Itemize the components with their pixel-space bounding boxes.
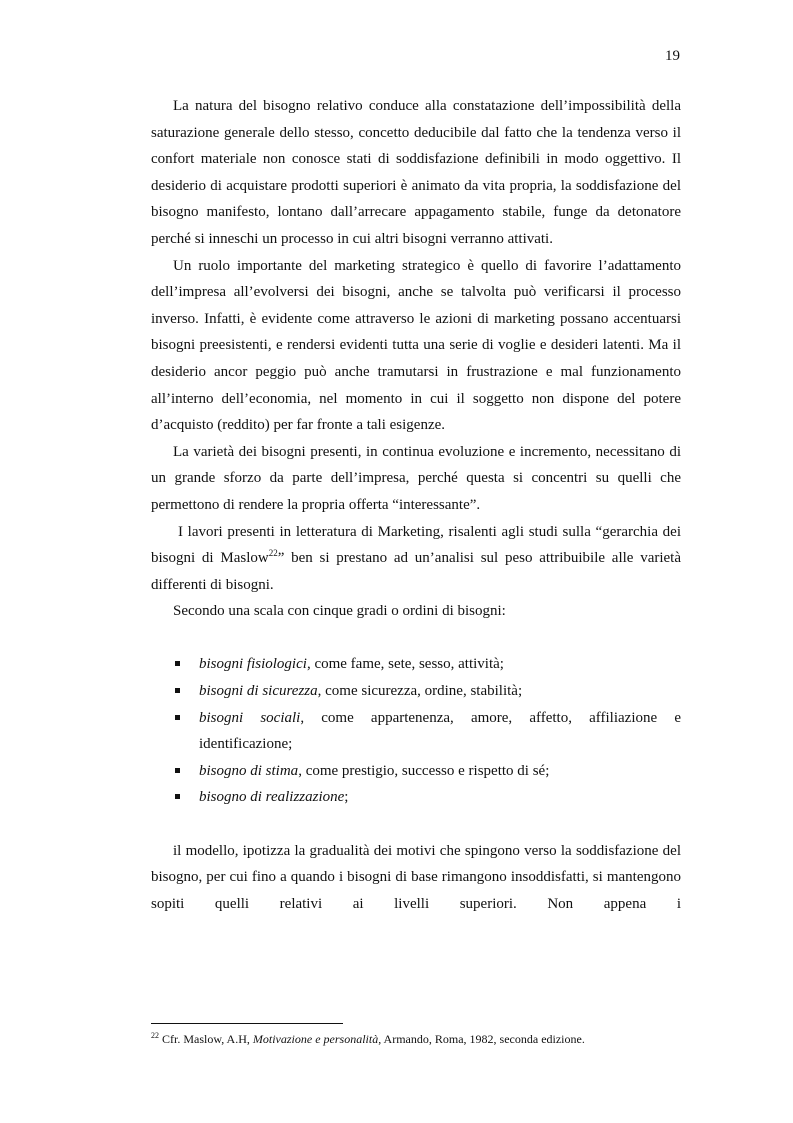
- needs-list: [151, 651, 681, 811]
- body-text: [151, 93, 681, 917]
- footnote-prefix: Cfr. Maslow, A.H,: [159, 1032, 253, 1046]
- footnote: [151, 1031, 681, 1047]
- need-description: , come prestigio, successo e rispetto di sé;: [298, 762, 550, 779]
- square-bullet-icon: [175, 794, 180, 799]
- list-item: [151, 784, 681, 811]
- need-description: , come fame, sete, sesso, attività;: [306, 656, 504, 673]
- maslow-text-after: ” ben si prestano ad un’analisi sul peso attribuibile alle varietà differenti di bisogni.: [151, 550, 681, 593]
- need-description: , come appartenenza, amore, affetto, affiliazione e identificazione;: [199, 709, 681, 753]
- paragraph-relative-need: La natura del bisogno relativo conduce alla constatazione dell’impossibilità della saturazione generale dello stesso, concetto deducibile dal fatto che la tendenza verso il confort materiale non conosce stati di soddisfazione definibili in modo oggettivo. Il desiderio di acquistare prodotti superiori è animato da vita propria, la soddisfazione del bisogno manifesto, lontano dall’arrecare appagamento stabile, funge da detonatore perché si inneschi un processo in cui altri bisogni verranno attivati.: [151, 98, 681, 247]
- need-term: bisogno di stima: [199, 762, 299, 779]
- paragraph-variety-of-needs: La varietà dei bisogni presenti, in continua evoluzione e incremento, necessitano di un grande sforzo da parte dell’impresa, perché questa si concentri su quelli che permettono di rendere la propria offerta “interessante”.: [151, 443, 681, 513]
- footnote-divider: [151, 1023, 343, 1024]
- need-term: bisogno di realizzazione: [199, 789, 345, 806]
- paragraph-scale-intro: Secondo una scala con cinque gradi o ordini di bisogni:: [173, 603, 506, 620]
- maslow-text-before: I lavori presenti in letteratura di Marketing, risalenti agli studi sulla “gerarchia dei bisogni di Maslow: [151, 523, 681, 567]
- footnote-book-title: Motivazione e personalità: [252, 1032, 379, 1046]
- page-number: 19: [665, 48, 680, 64]
- square-bullet-icon: [175, 768, 180, 773]
- square-bullet-icon: [175, 688, 180, 693]
- paragraph-maslow-hierarchy: [151, 519, 681, 599]
- need-description: ;: [344, 789, 349, 806]
- footnote-suffix: , Armando, Roma, 1982, seconda edizione.: [378, 1032, 585, 1046]
- square-bullet-icon: [175, 661, 180, 666]
- need-term: bisogni fisiologici: [199, 656, 307, 673]
- paragraph-model-gradualness: il modello, ipotizza la gradualità dei motivi che spingono verso la soddisfazione del bisogno, per cui fino a quando i bisogni di base rimangono insoddisfatti, si mantengono sopiti quelli relativi ai livelli superiori. Non appena i: [151, 842, 681, 912]
- need-description: , come sicurezza, ordine, stabilità;: [317, 683, 523, 700]
- need-term: bisogni di sicurezza: [199, 683, 318, 700]
- paragraph-strategic-marketing: Un ruolo importante del marketing strategico è quello di favorire l’adattamento dell’impresa all’evolversi dei bisogni, anche se talvolta può verificarsi il processo inverso. Infatti, è evidente come attraverso le azioni di marketing possano accentuarsi bisogni preesistenti, e rendersi evidenti tutta una serie di voglie e desideri latenti. Ma il desiderio ancor peggio può anche tramutarsi in frustrazione e mal funzionamento all’interno dell’economia, nel momento in cui il soggetto non dispone del potere d’acquisto (reddito) per far fronte a tali esigenze.: [151, 257, 681, 434]
- need-term: bisogni sociali: [199, 709, 301, 726]
- list-item: [151, 705, 681, 758]
- footnote-reference: 22: [268, 548, 278, 559]
- list-item: [151, 651, 681, 678]
- footnote-number: 22: [151, 1031, 159, 1040]
- square-bullet-icon: [175, 715, 180, 720]
- list-item: [151, 758, 681, 785]
- list-item: [151, 678, 681, 705]
